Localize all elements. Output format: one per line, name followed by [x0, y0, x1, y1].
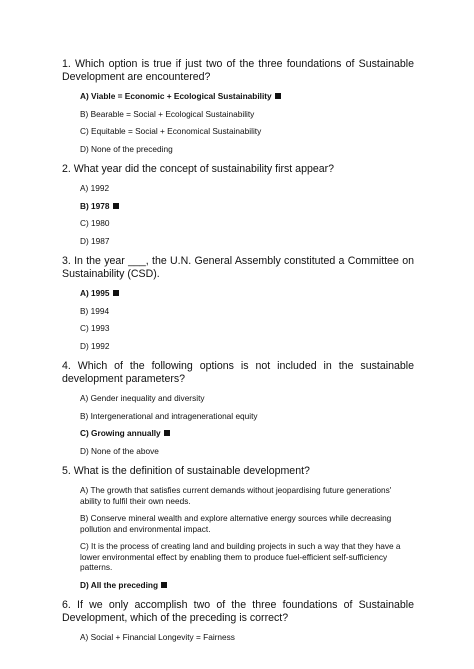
- option-text: D) All the preceding: [80, 579, 159, 590]
- answer-option: [80, 485, 414, 506]
- answer-option: [80, 236, 414, 247]
- option-text: A) 1992: [80, 183, 110, 193]
- answer-option: [80, 183, 414, 194]
- answer-option: [80, 580, 414, 591]
- answer-option: [80, 126, 414, 137]
- answer-option: [80, 541, 414, 573]
- answer-option: [80, 341, 414, 352]
- option-text: D) 1987: [80, 235, 110, 246]
- question-text: 5. What is the definition of sustainable development?: [62, 465, 310, 477]
- answer-option: [80, 393, 414, 404]
- question-3: [62, 255, 414, 351]
- options-list: [62, 91, 414, 154]
- question-text: 2. What year did the concept of sustainability first appear?: [62, 163, 335, 175]
- option-text: C) 1980: [80, 218, 110, 228]
- option-text: A) Viable = Economic + Ecological Sustainability: [80, 91, 272, 101]
- question-6: [62, 599, 414, 643]
- question-text: 1. Which option is true if just two of the three foundations of Sustainable Development are encountered?: [62, 58, 414, 83]
- option-text: C) Growing annually: [80, 428, 161, 438]
- option-text: B) 1994: [80, 305, 110, 316]
- option-text: C) 1993: [80, 323, 110, 333]
- option-text: C) It is the process of creating land and building projects in such a way that they have a lower environmental effect by enabling them to produce fuel-efficient self-sufficiency patterns.: [80, 541, 401, 572]
- answer-option: [80, 91, 414, 102]
- question-4: [62, 360, 414, 456]
- answer-option: [80, 446, 414, 457]
- options-list: [62, 288, 414, 351]
- answer-option: [80, 109, 414, 120]
- answer-option: [80, 306, 414, 317]
- correct-answer-marker-icon: [113, 203, 119, 209]
- question-1: [62, 58, 414, 154]
- question-5: [62, 465, 414, 590]
- options-list: [62, 183, 414, 246]
- question-2: [62, 163, 414, 246]
- answer-option: [80, 288, 414, 299]
- correct-answer-marker-icon: [164, 430, 170, 436]
- answer-option: [80, 144, 414, 155]
- option-text: B) Bearable = Social + Ecological Sustainability: [80, 108, 255, 119]
- option-text: D) None of the above: [80, 445, 159, 456]
- correct-answer-marker-icon: [161, 582, 167, 588]
- question-text: 4. Which of the following options is not included in the sustainable development parameters?: [62, 360, 414, 385]
- answer-option: [80, 632, 414, 643]
- answer-option: [80, 218, 414, 229]
- option-text: D) 1992: [80, 340, 110, 351]
- option-text: D) None of the preceding: [80, 143, 173, 154]
- option-text: A) Social + Financial Longevity = Fairness: [80, 632, 235, 642]
- options-list: [62, 485, 414, 590]
- option-text: C) Equitable = Social + Economical Sustainability: [80, 126, 262, 136]
- option-text: B) Intergenerational and intragenerational equity: [80, 410, 258, 421]
- correct-answer-marker-icon: [113, 290, 119, 296]
- answer-option: [80, 323, 414, 334]
- answer-option: [80, 428, 414, 439]
- correct-answer-marker-icon: [275, 93, 281, 99]
- option-text: A) 1995: [80, 288, 110, 298]
- option-text: A) The growth that satisfies current demands without jeopardising future generations' ability to fulfil their own needs.: [80, 485, 392, 506]
- question-text: 6. If we only accomplish two of the three foundations of Sustainable Development, which of the preceding is correct?: [62, 599, 414, 624]
- option-text: A) Gender inequality and diversity: [80, 393, 205, 403]
- options-list: [62, 632, 414, 643]
- answer-option: [80, 513, 414, 534]
- option-text: B) Conserve mineral wealth and explore alternative energy sources while decreasing pollution and environmental impact.: [80, 513, 392, 534]
- options-list: [62, 393, 414, 456]
- question-text: 3. In the year ___, the U.N. General Assembly constituted a Committee on Sustainability (CSD).: [62, 255, 414, 280]
- option-text: B) 1978: [80, 200, 110, 211]
- answer-option: [80, 411, 414, 422]
- answer-option: [80, 201, 414, 212]
